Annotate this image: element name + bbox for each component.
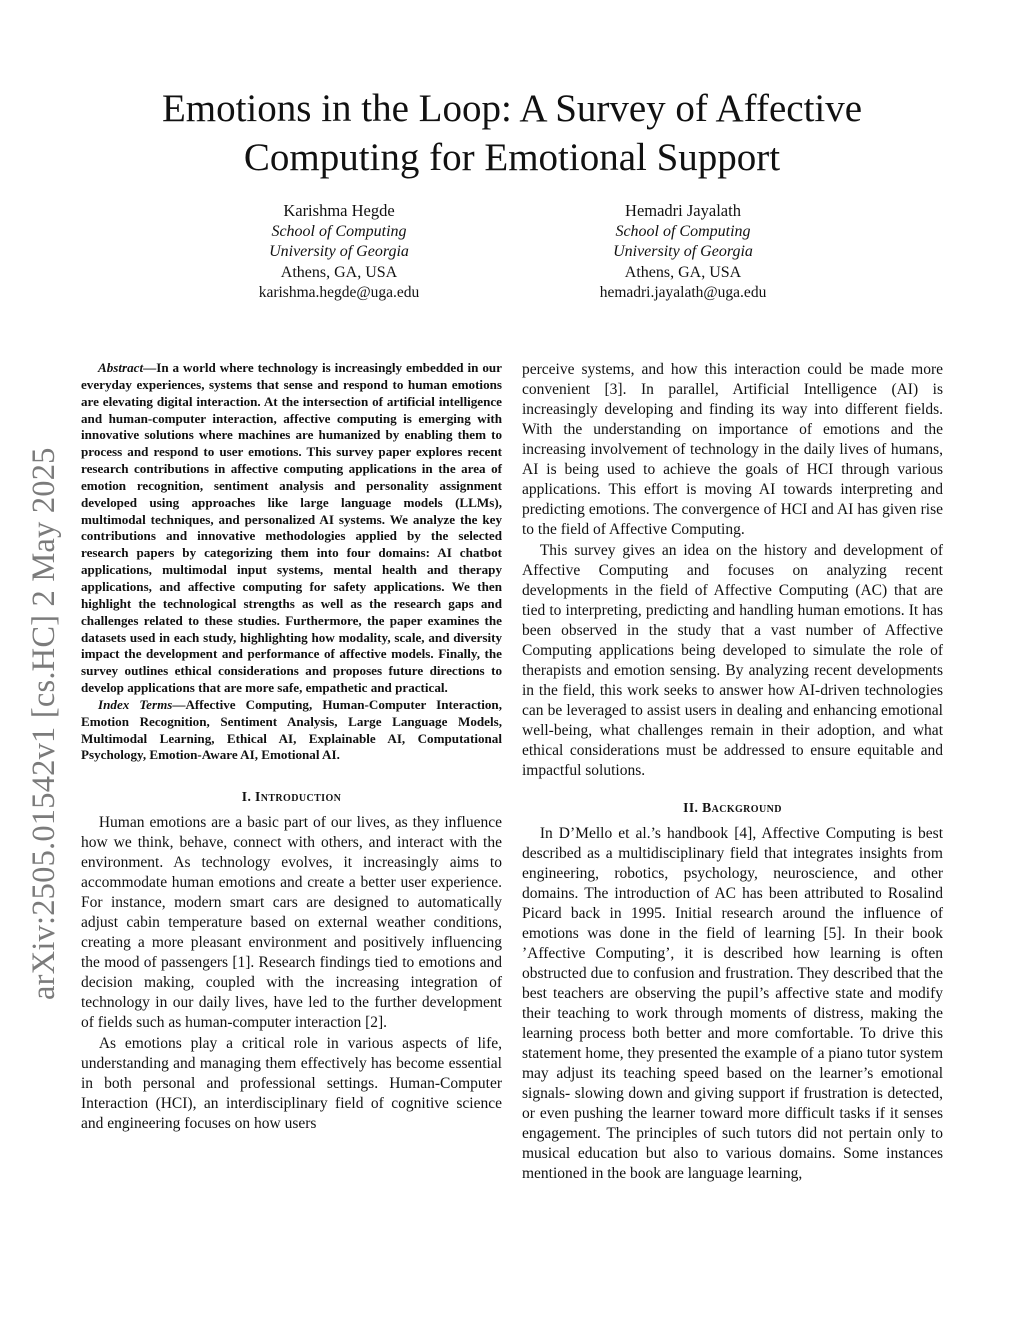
author-name: Karishma Hegde: [283, 201, 395, 220]
section-heading-background: II. Background: [683, 800, 782, 815]
paragraph-continuation: perceive systems, and how this interaction could be made more convenient [3]. In parallel, Artificial Intelligence (AI) is increasingly developing and finding its way into different fields. With the understanding on importance of emotions and the increasing involvement of technology in the daily lives of humans, AI is being used to achieve the goals of HCI through various applications. This effort is moving AI towards interpreting and predicting emotions. The convergence of HCI and AI has given rise to the field of Affective Computing.: [522, 361, 943, 538]
abstract-label: Abstract: [98, 360, 144, 375]
paper-title: Emotions in the Loop: A Survey of Affective Computing for Emotional Support: [161, 87, 863, 179]
section-heading-introduction: I. Introduction: [241, 789, 342, 805]
author-name: Hemadri Jayalath: [625, 201, 741, 220]
author-department: School of Computing: [271, 222, 407, 240]
author-block-2: [533, 201, 833, 304]
author-block-1: [189, 201, 489, 304]
index-terms: [81, 697, 502, 764]
author-email[interactable]: karishma.hegde@uga.edu: [258, 284, 420, 302]
paragraph: This survey gives an idea on the history and development of Affective Computing and focuses on analyzing recent developments in the field of Affective Computing (AC) that are tied to interpreting, predicting and handling human emotions. It has been observed in the study that a vast number of Affective Computing applications being developed to simulate the role of therapists and emotion sensing. By analyzing recent developments in the field, this work seeks to answer how AI-driven technologies can be leveraged to assist users in dealing and enhancing emotional well-being, what challenges remain in their adoption, and what ethical considerations must be addressed to ensure equitable and impactful solutions.: [522, 542, 943, 779]
paragraph: Human emotions are a basic part of our lives, as they influence how we think, behave, connect with others, and interact with the environment. As technology evolves, it increasingly aims to accommodate human emotions and create a better user experience. For instance, modern smart cars are designed to automatically adjust cabin temperature based on external weather conditions, creating a more pleasant environment and positively influencing the mood of passengers [1]. Research findings tied to emotions and decision making, coupled with the increasing integration of technology in our daily lives, have led to the further development of fields such as human-computer interaction [2].: [81, 814, 502, 1032]
index-terms-label: Index Terms: [98, 696, 173, 712]
right-column: [522, 360, 943, 1184]
author-location: Athens, GA, USA: [624, 263, 742, 281]
author-university: University of Georgia: [269, 243, 409, 261]
left-column: [81, 360, 502, 1134]
index-terms-text: —Affective Computing, Human-Computer Interaction, Emotion Recognition, Sentiment Analysis, Large Language Models, Multimodal Learning, Ethical AI, Explainable AI, Computational Psychology, Emotion-Aware AI, Emotional AI.: [81, 696, 502, 763]
abstract-text: —In a world where technology is increasingly embedded in our everyday experiences, systems that sense and respond to human emotions are elevating digital interaction. At the intersection of artificial intelligence and human-computer interaction, affective computing is emerging with innovative solutions where machines are humanized by enabling them to process and respond to user emotions. This survey paper explores recent research contributions in affective computing applications in the area of emotion recognition, sentiment analysis and personality assignment developed using approaches like large language models (LLMs), multimodal techniques, and personalized AI systems. We analyze the key contributions and innovative methodologies applied by the selected research papers by categorizing them into four domains: AI chatbot applications, multimodal input systems, mental health and therapy applications, and affective computing for safety applications. We then highlight the technological strengths as well as the research gaps and challenges related to these studies. Furthermore, the paper examines the datasets used in each study, highlighting how modality, scale, and diversity impact the development and performance of affective models. Finally, the survey outlines ethical considerations and proposes future directions to develop applications that are more safe, empathetic and practical.: [81, 360, 502, 696]
author-university: University of Georgia: [613, 243, 753, 261]
abstract: [81, 360, 502, 697]
author-location: Athens, GA, USA: [280, 263, 398, 281]
paragraph: In D’Mello et al.’s handbook [4], Affective Computing is best described as a multidisciplinary field that integrates insights from engineering, robotics, psychology, neuroscience, and other domains. The introduction of AC has been attributed to Rosalind Picard back in 1995. Initial research around the influence of emotions was done in the field of learning [5]. In their book ’Affective Computing’, it is described how learning is often obstructed due to confusion and frustration. They described that the best teachers are observing the pupil’s affective state and modify their teaching to work through moments of distress, making the learning process both better and more comfortable. To drive this statement home, they presented the example of a piano tutor system may adjust its teaching speed based on the learner’s emotional signals- slowing down and giving support if frustration is detected, or even pushing the learner toward more difficult tasks if it senses engagement. The principles of such tutors did not pertain only to musical education but also to various domains. Some instances mentioned in the book are language learning,: [522, 825, 943, 1182]
author-email[interactable]: hemadri.jayalath@uga.edu: [599, 284, 767, 302]
arxiv-identifier[interactable]: arXiv:2505.01542v1 [cs.HC] 2 May 2025: [26, 447, 62, 1000]
author-department: School of Computing: [615, 222, 751, 240]
paragraph: As emotions play a critical role in various aspects of life, understanding and managing them effectively has become essential in both personal and professional settings. Human-Computer Interaction (HCI), an interdisciplinary field of cognitive science and engineering focuses on how users: [81, 1035, 502, 1133]
